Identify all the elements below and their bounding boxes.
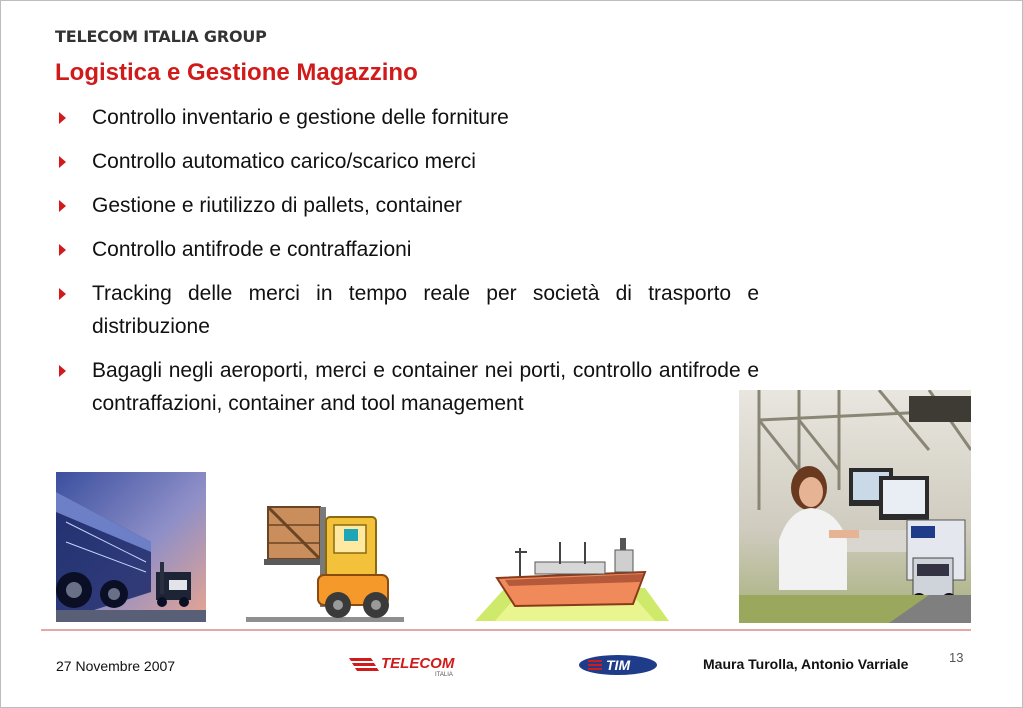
- telecom-logo-subtext: ITALIA: [435, 672, 453, 678]
- truck-forklift-photo: [56, 472, 206, 622]
- page-number: 13: [949, 650, 964, 665]
- bullet-item: [59, 354, 759, 420]
- footer-divider: [41, 629, 971, 631]
- bullet-arrow-icon: [59, 365, 66, 377]
- footer-date: 27 Novembre 2007: [56, 658, 176, 674]
- logistics-operator-photo: [739, 390, 971, 623]
- bullet-arrow-icon: [59, 288, 66, 300]
- tim-logo-text: TIM: [606, 657, 631, 673]
- forklift-clipart: [246, 497, 404, 623]
- bullet-arrow-icon: [59, 200, 66, 212]
- bullet-text: Bagagli negli aeroporti, merci e container nei porti, controllo antifrode e contraffazioni, container and tool management: [92, 359, 759, 415]
- footer-authors: Maura Turolla, Antonio Varriale: [703, 656, 909, 672]
- telecom-logo: [349, 652, 461, 683]
- bullet-item: [59, 189, 759, 222]
- bullet-item: [59, 145, 759, 178]
- bullet-arrow-icon: [59, 244, 66, 256]
- bullet-text: Controllo inventario e gestione delle forniture: [92, 106, 509, 129]
- bullet-item: [59, 233, 759, 266]
- bullet-list: [59, 101, 759, 431]
- bullet-item: [59, 277, 759, 343]
- brand-header: TELECOM ITALIA GROUP: [55, 27, 267, 46]
- bullet-arrow-icon: [59, 112, 66, 124]
- tim-logo: [578, 654, 658, 681]
- bullet-text: Tracking delle merci in tempo reale per società di trasporto e distribuzione: [92, 282, 759, 338]
- bullet-arrow-icon: [59, 156, 66, 168]
- slide-title: Logistica e Gestione Magazzino: [55, 59, 418, 86]
- bullet-text: Gestione e riutilizzo di pallets, container: [92, 194, 463, 217]
- telecom-logo-text: TELECOM: [381, 655, 455, 672]
- cargo-ship-clipart: [475, 528, 669, 621]
- bullet-text: Controllo automatico carico/scarico merci: [92, 150, 476, 173]
- bullet-item: [59, 101, 759, 134]
- bullet-text: Controllo antifrode e contraffazioni: [92, 238, 412, 261]
